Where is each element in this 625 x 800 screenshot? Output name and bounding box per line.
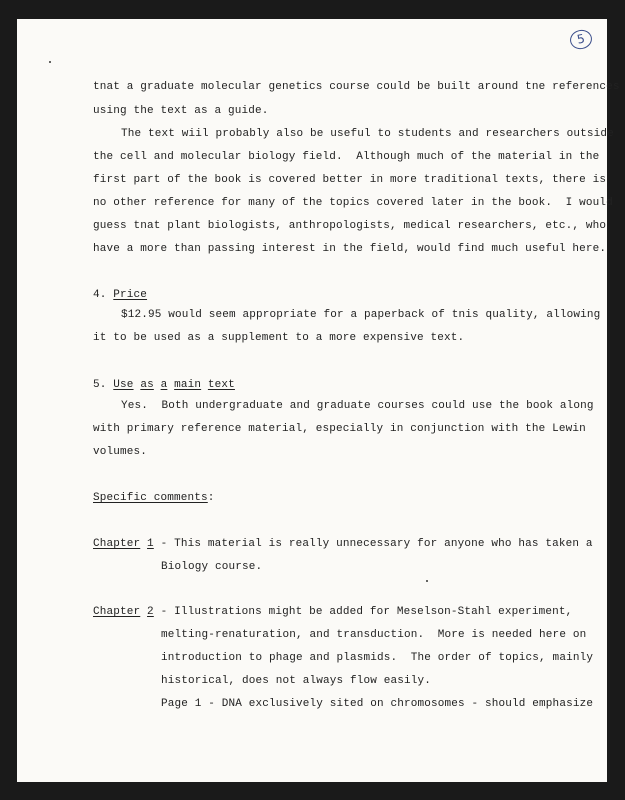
- heading-text: Specific comments: [93, 492, 208, 504]
- text-line: $12.95 would seem appropriate for a paperback of tnis quality, allowing: [121, 309, 601, 321]
- text-line: Yes. Both undergraduate and graduate courses could use the book along: [121, 400, 594, 412]
- text-line: Page 1 - DNA exclusively sited on chromosomes - should emphasize: [161, 698, 594, 710]
- text-line: The text wiil probably also be useful to students and researchers outside: [121, 128, 614, 140]
- chapter-1-entry: [93, 537, 593, 551]
- text-line: no other reference for many of the topics covered later in the book. I would: [93, 197, 613, 209]
- heading-word: a: [160, 379, 168, 391]
- stray-mark: [426, 580, 428, 582]
- text-line: the cell and molecular biology field. Although much of the material in the: [93, 151, 600, 163]
- heading-word: Use: [113, 379, 134, 391]
- heading-colon: :: [207, 492, 215, 504]
- text-line: volumes.: [93, 446, 148, 458]
- chapter-dash: -: [160, 606, 168, 618]
- section-title: Price: [113, 289, 148, 301]
- text-line: guess tnat plant biologists, anthropologists, medical researchers, etc., who: [93, 220, 607, 232]
- text-line: tnat a graduate molecular genetics course could be built around tne references: [93, 81, 620, 93]
- heading-word: main: [174, 379, 202, 391]
- heading-word: text: [207, 379, 235, 391]
- section-number: 4.: [93, 289, 107, 301]
- text-line: introduction to phage and plasmids. The order of topics, mainly: [161, 652, 594, 664]
- text-line: melting-renaturation, and transduction. More is needed here on: [161, 629, 587, 641]
- chapter-2-entry: [93, 605, 572, 619]
- chapter-number: 2: [147, 606, 154, 618]
- text-line: historical, does not always flow easily.: [161, 675, 432, 687]
- chapter-dash: -: [160, 538, 168, 550]
- section-number: 5.: [93, 379, 107, 391]
- page-number-circled: 5: [568, 28, 593, 51]
- text-line: first part of the book is covered better in more traditional texts, there is: [93, 174, 607, 186]
- text-line: This material is really unnecessary for anyone who has taken a: [174, 538, 593, 550]
- text-line: it to be used as a supplement to a more expensive text.: [93, 332, 465, 344]
- text-line: Illustrations might be added for Meselson-Stahl experiment,: [174, 606, 573, 618]
- text-line: with primary reference material, especially in conjunction with the Lewin: [93, 423, 586, 435]
- stray-mark: [49, 61, 51, 63]
- text-line: have a more than passing interest in the field, would find much useful here.: [93, 243, 607, 255]
- heading-word: as: [140, 379, 154, 391]
- section-heading-price: [93, 288, 147, 302]
- chapter-number: 1: [147, 538, 154, 550]
- chapter-label: Chapter: [93, 606, 141, 618]
- chapter-label: Chapter: [93, 538, 141, 550]
- text-line: Biology course.: [161, 561, 263, 573]
- specific-comments-heading: [93, 491, 215, 505]
- text-line: using the text as a guide.: [93, 105, 269, 117]
- section-heading-main-text: [93, 378, 235, 392]
